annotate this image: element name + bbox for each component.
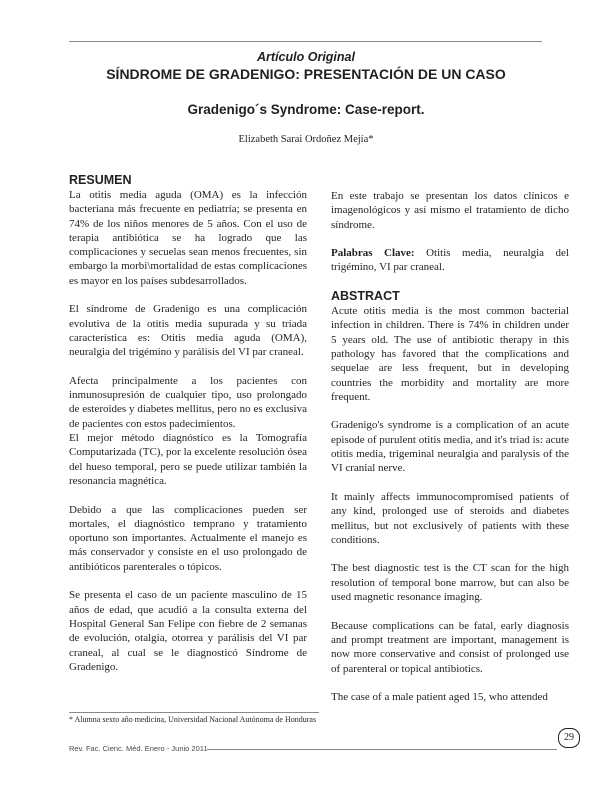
abstract-paragraph-3: It mainly affects immunocompromised patients of any kind, prolonged use of steroids and diabetes mellitus, but not exclusively of patients with these conditions.: [331, 490, 569, 546]
keywords-text: Otitis media, neuralgia del trigémino, VI par craneal.: [331, 247, 569, 274]
resumen-paragraph-5: Debido a que las complicaciones pueden ser mortales, el diagnóstico temprano y tratamiento oportuno son importantes. Actualmente el manejo es más conservador y consiste en el uso prolongado de antibióticos parenterales o tópicos.: [69, 503, 307, 573]
journal-footer: Rev. Fac. Cienc. Méd. Enero - Junio 2011: [69, 744, 208, 753]
author-footnote: * Alumna sexto año medicina, Universidad Nacional Autónoma de Honduras: [69, 715, 317, 724]
header-rule: [69, 41, 542, 42]
left-column: [69, 173, 307, 688]
abstract-paragraph-2: Gradenigo's syndrome is a complication of an acute episode of purulent otitis media, and it's triad is: acute otitis media, trigeminal neuralgia and paralysis of the VI cranial nerve.: [331, 419, 569, 475]
resumen-paragraph-1: La otitis media aguda (OMA) es la infección bacteriana más frecuente en pediatría; se presenta en 74% de los niños menores de 5 años. Con el uso de terapia antibiótica se ha logrado que las complicaciones y secuelas sean menos frecuentes, sin embargo la morbi\mortalidad de estas complicaciones es mayor en los países subdesarrollados.: [69, 189, 307, 287]
abstract-paragraph-6: The case of a male patient aged 15, who attended: [331, 691, 548, 704]
resumen-paragraph-3: Afecta principalmente a los pacientes con inmunosupresión de cualquier tipo, uso prolongado de esteroides y diabetes mellitus, pero no es exclusiva de pacientes con estos padecimientos.: [69, 374, 307, 430]
abstract-paragraph-5: Because complications can be fatal, early diagnosis and prompt treatment are important, management is now more conservative and consist of prolonged use of parenteral or topical antibiotics.: [331, 619, 569, 675]
footer-rule: [207, 749, 557, 750]
footnote-rule: [69, 712, 319, 713]
author-line: Elizabeth Sarai Ordoñez Mejía*: [238, 134, 374, 145]
abstract-paragraph-4: The best diagnostic test is the CT scan for the high resolution of temporal bone marrow, but can also be used magnetic resonance imaging.: [331, 562, 569, 604]
keywords-label: Palabras Clave:: [331, 247, 415, 260]
resumen-paragraph-6: Se presenta el caso de un paciente masculino de 15 años de edad, que acudió a la consulta externa del Hospital General San Felipe con fiebre de 2 semanas de evolución, otalgia, otorrea y parálisis del VI par craneal, al cual se le diagnosticó Síndrome de Gradenigo.: [69, 589, 307, 673]
article-title: SÍNDROME DE GRADENIGO: PRESENTACIÓN DE UN CASO: [106, 66, 506, 82]
keywords-paragraph: [331, 246, 569, 275]
resumen-heading: RESUMEN: [69, 173, 132, 187]
article-subtitle: Gradenigo´s Syndrome: Case-report.: [187, 102, 425, 117]
resumen-paragraph-7: En este trabajo se presentan los datos clínicos e imagenológicos y así mismo el tratamiento de dicho síndrome.: [331, 190, 569, 231]
abstract-heading: ABSTRACT: [331, 289, 400, 304]
resumen-paragraph-4: El mejor método diagnóstico es la Tomografía Computarizada (TC), por la excelente resolución ósea del hueso temporal, pero se puede utilizar también la resonancia magnética.: [69, 432, 307, 487]
abstract-paragraph-1: Acute otitis media is the most common bacterial infection in children. There is 74% in children under 5 years old. The use of antibiotic therapy in this pathology has favored that the complications and sequelae are less frequent, but in developing countries the morbidity and mortality are more frequent.: [331, 305, 569, 403]
page-number: 29: [558, 728, 580, 748]
right-column: [331, 189, 569, 704]
section-label: Artículo Original: [257, 50, 355, 64]
resumen-paragraph-2: El síndrome de Gradenigo es una complicación evolutiva de la otitis media supurada y su tríada característica es: Otitis media aguda (OMA), neuralgia del trigémino y parálisis del VI par craneal.: [69, 303, 307, 359]
